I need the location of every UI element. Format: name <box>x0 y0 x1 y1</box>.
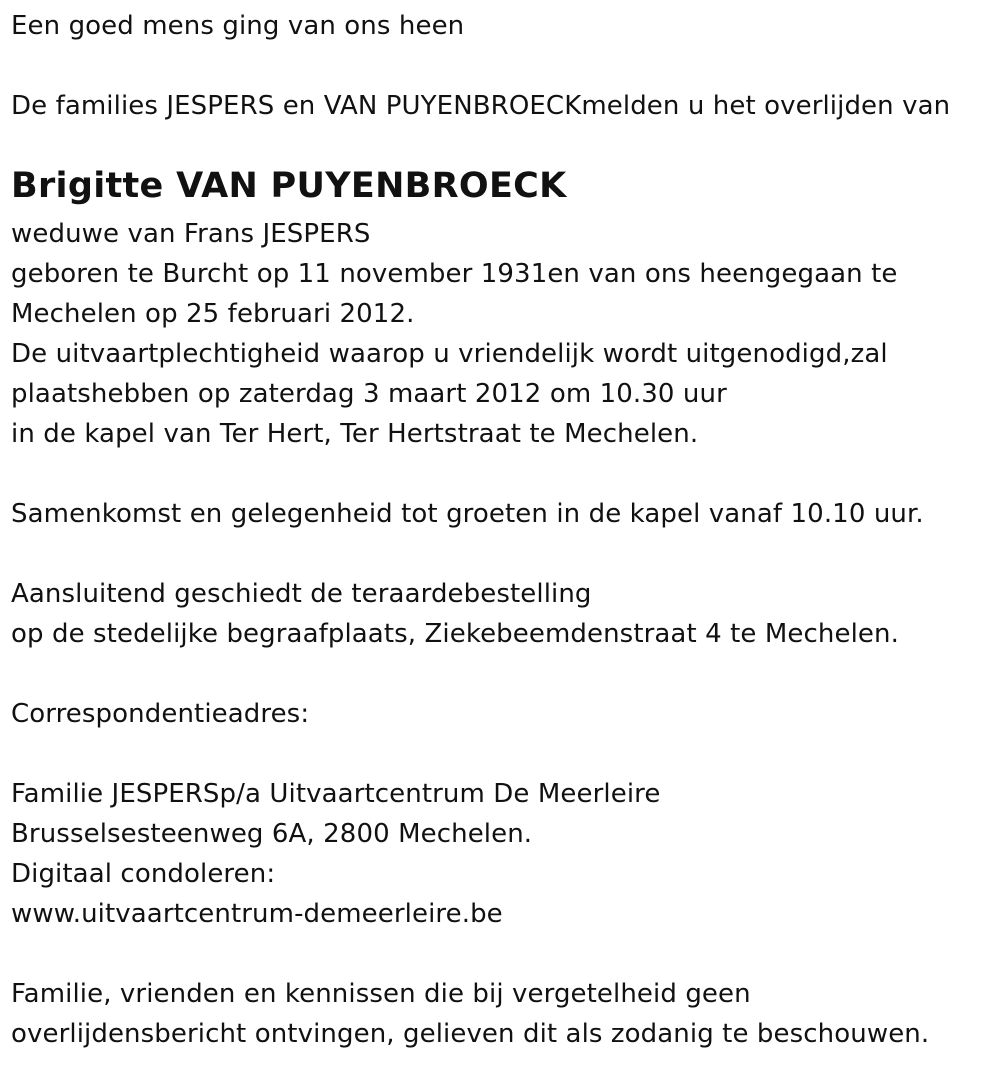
correspondence-line-1: Familie JESPERSp/a Uitvaartcentrum De Meerleire <box>11 779 661 809</box>
birth-death-line-2: Mechelen op 25 februari 2012. <box>11 299 415 329</box>
burial-line-2: op de stedelijke begraafplaats, Ziekebeemdenstraat 4 te Mechelen. <box>11 619 899 649</box>
ceremony-line-3: in de kapel van Ter Hert, Ter Hertstraat te Mechelen. <box>11 419 699 449</box>
condolence-website: www.uitvaartcentrum-demeerleire.be <box>11 899 503 929</box>
closing-line-2: overlijdensbericht ontvingen, gelieven dit als zodanig te beschouwen. <box>11 1019 930 1049</box>
closing-line-1: Familie, vrienden en kennissen die bij vergetelheid geen <box>11 979 751 1009</box>
deceased-name: Brigitte VAN PUYENBROECK <box>11 166 567 206</box>
intro-line: Een goed mens ging van ons heen <box>11 11 465 41</box>
correspondence-line-2: Brusselsesteenweg 6A, 2800 Mechelen. <box>11 819 533 849</box>
birth-death-line-1: geboren te Burcht op 11 november 1931en van ons heengegaan te <box>11 259 898 289</box>
deceased-relation: weduwe van Frans JESPERS <box>11 219 371 249</box>
correspondence-heading: Correspondentieadres: <box>11 699 310 729</box>
ceremony-line-2: plaatshebben op zaterdag 3 maart 2012 om 10.30 uur <box>11 379 727 409</box>
gathering-line: Samenkomst en gelegenheid tot groeten in de kapel vanaf 10.10 uur. <box>11 499 924 529</box>
condolence-label: Digitaal condoleren: <box>11 859 276 889</box>
announcement-line: De families JESPERS en VAN PUYENBROECKmelden u het overlijden van <box>11 91 951 121</box>
ceremony-line-1: De uitvaartplechtigheid waarop u vriendelijk wordt uitgenodigd,zal <box>11 339 888 369</box>
burial-line-1: Aansluitend geschiedt de teraardebestelling <box>11 579 592 609</box>
